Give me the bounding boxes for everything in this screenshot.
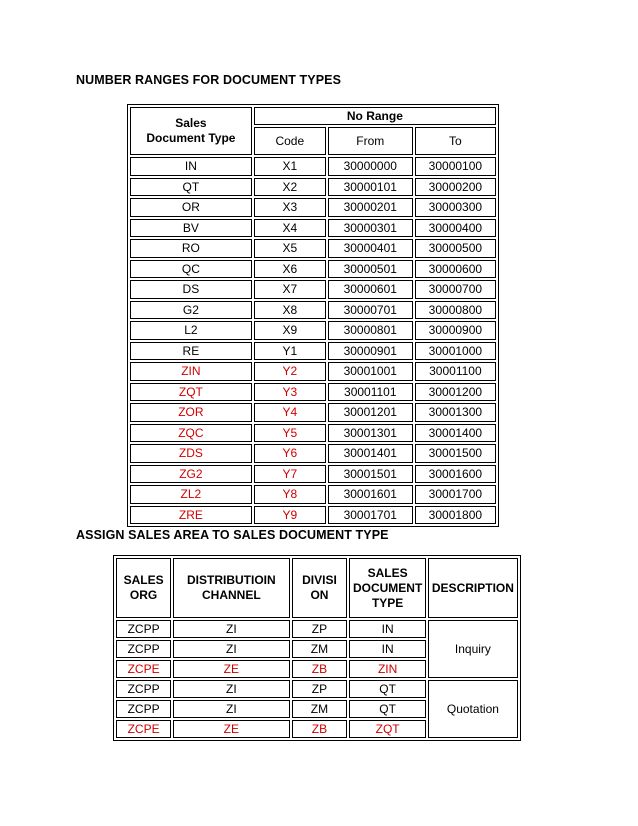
sales-org-cell: ZCPP bbox=[116, 700, 171, 718]
code-cell: X9 bbox=[254, 321, 326, 340]
channel-cell: ZI bbox=[173, 680, 289, 698]
sales-org-cell: ZCPE bbox=[116, 720, 171, 738]
doc-type-cell: ZRE bbox=[130, 506, 252, 525]
table-row bbox=[130, 424, 496, 443]
division-cell: ZM bbox=[292, 640, 348, 658]
from-cell: 30000701 bbox=[328, 301, 413, 320]
table-row bbox=[130, 321, 496, 340]
code-cell: X5 bbox=[254, 239, 326, 258]
table-row bbox=[130, 465, 496, 484]
code-header: Code bbox=[254, 127, 326, 155]
doc-type-cell: ZQT bbox=[130, 383, 252, 402]
from-cell: 30000901 bbox=[328, 342, 413, 361]
doc-type-header: Sales Document Type bbox=[130, 107, 252, 155]
division-cell: ZP bbox=[292, 680, 348, 698]
doc-type-cell: ZQC bbox=[130, 424, 252, 443]
division-cell: ZB bbox=[292, 660, 348, 678]
sales-area-table bbox=[113, 555, 521, 741]
to-cell: 30001600 bbox=[415, 465, 496, 484]
code-cell: X4 bbox=[254, 219, 326, 238]
channel-cell: ZI bbox=[173, 700, 289, 718]
table-row bbox=[116, 620, 518, 638]
doc-type-cell: L2 bbox=[130, 321, 252, 340]
code-cell: Y3 bbox=[254, 383, 326, 402]
doc-type-cell: ZIN bbox=[130, 362, 252, 381]
from-cell: 30001701 bbox=[328, 506, 413, 525]
to-cell: 30000100 bbox=[415, 157, 496, 176]
description-cell: Quotation bbox=[428, 680, 518, 738]
number-ranges-table bbox=[127, 104, 499, 527]
table-row bbox=[130, 444, 496, 463]
code-cell: Y7 bbox=[254, 465, 326, 484]
to-cell: 30000800 bbox=[415, 301, 496, 320]
division-cell: ZB bbox=[292, 720, 348, 738]
code-cell: Y6 bbox=[254, 444, 326, 463]
to-cell: 30001500 bbox=[415, 444, 496, 463]
number-ranges-heading: NUMBER RANGES FOR DOCUMENT TYPES bbox=[76, 73, 342, 87]
sales-org-cell: ZCPE bbox=[116, 660, 171, 678]
code-cell: X7 bbox=[254, 280, 326, 299]
from-cell: 30001601 bbox=[328, 485, 413, 504]
table-row bbox=[130, 219, 496, 238]
doc-type-cell: QT bbox=[130, 178, 252, 197]
doc-type-cell: ZDS bbox=[130, 444, 252, 463]
doc-type-cell: RO bbox=[130, 239, 252, 258]
doc-type-cell: QT bbox=[349, 700, 425, 718]
sales-org-cell: ZCPP bbox=[116, 680, 171, 698]
table-row bbox=[130, 239, 496, 258]
to-cell: 30001000 bbox=[415, 342, 496, 361]
assign-sales-area-heading: ASSIGN SALES AREA TO SALES DOCUMENT TYPE bbox=[76, 528, 389, 542]
to-cell: 30000600 bbox=[415, 260, 496, 279]
to-cell: 30000300 bbox=[415, 198, 496, 217]
code-cell: X6 bbox=[254, 260, 326, 279]
to-cell: 30001400 bbox=[415, 424, 496, 443]
to-header: To bbox=[415, 127, 496, 155]
doc-type-cell: ZL2 bbox=[130, 485, 252, 504]
doc-type-cell: IN bbox=[349, 620, 425, 638]
division-cell: ZP bbox=[292, 620, 348, 638]
code-cell: X3 bbox=[254, 198, 326, 217]
no-range-header: No Range bbox=[254, 107, 496, 125]
to-cell: 30000500 bbox=[415, 239, 496, 258]
division-header: DIVISI ON bbox=[292, 558, 348, 618]
from-cell: 30001501 bbox=[328, 465, 413, 484]
table-row bbox=[130, 198, 496, 217]
code-cell: X2 bbox=[254, 178, 326, 197]
doc-type-cell: BV bbox=[130, 219, 252, 238]
from-cell: 30000601 bbox=[328, 280, 413, 299]
doc-type-cell: ZIN bbox=[349, 660, 425, 678]
doc-type-cell: QC bbox=[130, 260, 252, 279]
table-row bbox=[130, 362, 496, 381]
doc-type-cell: DS bbox=[130, 280, 252, 299]
channel-cell: ZI bbox=[173, 620, 289, 638]
to-cell: 30000700 bbox=[415, 280, 496, 299]
sales-org-cell: ZCPP bbox=[116, 620, 171, 638]
code-cell: Y1 bbox=[254, 342, 326, 361]
doc-type-cell: IN bbox=[130, 157, 252, 176]
from-cell: 30000101 bbox=[328, 178, 413, 197]
code-cell: Y2 bbox=[254, 362, 326, 381]
doc-type-cell: OR bbox=[130, 198, 252, 217]
from-cell: 30001301 bbox=[328, 424, 413, 443]
doc-type-cell: ZQT bbox=[349, 720, 425, 738]
doc-type-cell: ZG2 bbox=[130, 465, 252, 484]
table-row bbox=[130, 260, 496, 279]
table-row bbox=[130, 157, 496, 176]
division-cell: ZM bbox=[292, 700, 348, 718]
from-cell: 30000301 bbox=[328, 219, 413, 238]
description-cell: Inquiry bbox=[428, 620, 518, 678]
code-cell: Y8 bbox=[254, 485, 326, 504]
code-cell: X8 bbox=[254, 301, 326, 320]
channel-cell: ZE bbox=[173, 660, 289, 678]
from-cell: 30000201 bbox=[328, 198, 413, 217]
doc-type-cell: RE bbox=[130, 342, 252, 361]
from-header: From bbox=[328, 127, 413, 155]
table-row bbox=[130, 280, 496, 299]
doc-type-cell: ZOR bbox=[130, 403, 252, 422]
from-cell: 30001201 bbox=[328, 403, 413, 422]
from-cell: 30001101 bbox=[328, 383, 413, 402]
channel-cell: ZI bbox=[173, 640, 289, 658]
to-cell: 30000900 bbox=[415, 321, 496, 340]
to-cell: 30000400 bbox=[415, 219, 496, 238]
from-cell: 30001001 bbox=[328, 362, 413, 381]
table-row bbox=[130, 178, 496, 197]
to-cell: 30000200 bbox=[415, 178, 496, 197]
to-cell: 30001700 bbox=[415, 485, 496, 504]
channel-cell: ZE bbox=[173, 720, 289, 738]
sales-org-cell: ZCPP bbox=[116, 640, 171, 658]
from-cell: 30000501 bbox=[328, 260, 413, 279]
code-cell: Y4 bbox=[254, 403, 326, 422]
from-cell: 30000000 bbox=[328, 157, 413, 176]
code-cell: X1 bbox=[254, 157, 326, 176]
doc-type-cell: G2 bbox=[130, 301, 252, 320]
to-cell: 30001800 bbox=[415, 506, 496, 525]
to-cell: 30001300 bbox=[415, 403, 496, 422]
from-cell: 30000401 bbox=[328, 239, 413, 258]
code-cell: Y5 bbox=[254, 424, 326, 443]
sales-org-header: SALES ORG bbox=[116, 558, 171, 618]
doc-type-cell: IN bbox=[349, 640, 425, 658]
table-row bbox=[130, 506, 496, 525]
doc-type-header: SALES DOCUMENT TYPE bbox=[349, 558, 425, 618]
table-row bbox=[130, 342, 496, 361]
channel-header: DISTRIBUTIOIN CHANNEL bbox=[173, 558, 289, 618]
code-cell: Y9 bbox=[254, 506, 326, 525]
to-cell: 30001100 bbox=[415, 362, 496, 381]
table-row bbox=[116, 680, 518, 698]
table-row bbox=[130, 485, 496, 504]
table-row bbox=[130, 403, 496, 422]
doc-type-cell: QT bbox=[349, 680, 425, 698]
table-row bbox=[130, 301, 496, 320]
description-header: DESCRIPTION bbox=[428, 558, 518, 618]
table-row bbox=[130, 383, 496, 402]
from-cell: 30000801 bbox=[328, 321, 413, 340]
to-cell: 30001200 bbox=[415, 383, 496, 402]
from-cell: 30001401 bbox=[328, 444, 413, 463]
